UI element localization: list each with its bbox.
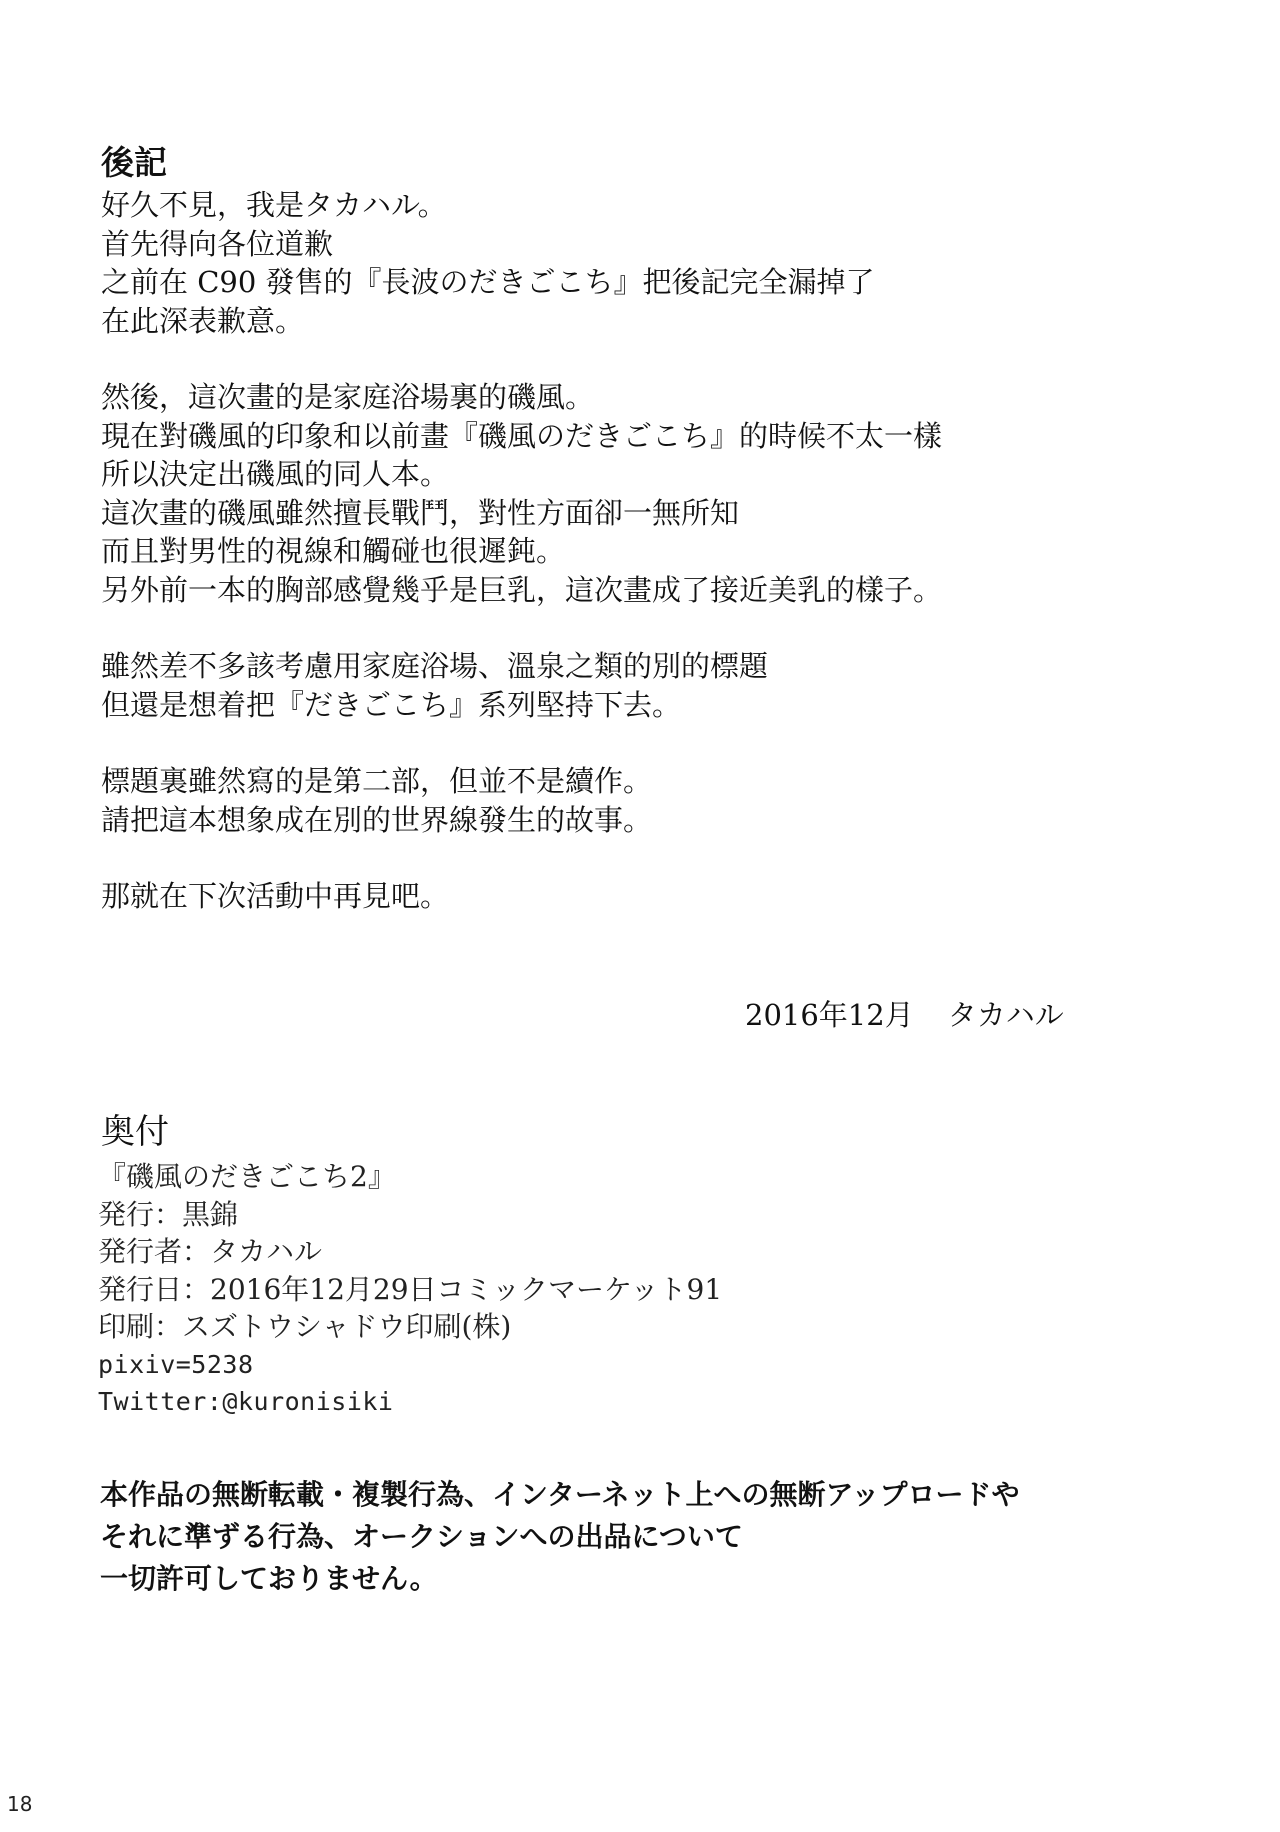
afterword-heading: 後記 [101, 143, 167, 182]
afterword-signature [745, 996, 1064, 1034]
afterword-line: 好久不見，我是タカハル。 [101, 188, 447, 222]
colophon-publisher: 発行：黒錦 [98, 1197, 239, 1231]
signature-name: タカハル [947, 998, 1064, 1032]
notice-line: 一切許可しておりません。 [100, 1562, 438, 1595]
afterword-line: 這次畫的磯風雖然擅長戰鬥，對性方面卻一無所知 [101, 495, 740, 530]
colophon-twitter: Twitter:@kuronisiki [98, 1387, 394, 1416]
colophon-pixiv: pixiv=5238 [98, 1349, 254, 1379]
notice-line: それに準ずる行為、オークションへの出品について [100, 1520, 743, 1553]
afterword-line: 之前在 C90 發售的『長波のだきごこち』把後記完全漏掉了 [101, 265, 875, 299]
afterword-line: 標題裏雖然寫的是第二部，但並不是續作。 [101, 764, 653, 798]
afterword-paragraph-3 [101, 647, 1161, 724]
afterword-line: 在此深表歉意。 [101, 303, 305, 338]
afterword-body [101, 186, 1161, 916]
afterword-paragraph-5 [101, 877, 1161, 916]
afterword-line: 現在對磯風的印象和以前畫『磯風のだきごこち』的時候不太一樣 [101, 418, 943, 453]
afterword-line: 請把這本想象成在別的世界線發生的故事。 [101, 802, 653, 837]
afterword-paragraph-4 [101, 762, 1161, 839]
signature-date: 2016年12月 [745, 998, 914, 1032]
paragraph-gap [101, 839, 1161, 877]
paragraph-gap [101, 340, 1161, 378]
colophon-details [98, 1158, 722, 1421]
notice-line: 本作品の無断転載・複製行為、インターネット上への無断アップロードや [100, 1478, 1020, 1511]
paragraph-gap [101, 609, 1161, 647]
afterword-line: 那就在下次活動中再見吧。 [101, 879, 450, 913]
afterword-line: 另外前一本的胸部感覺幾乎是巨乳，這次畫成了接近美乳的樣子。 [101, 572, 943, 607]
page-number: 18 [7, 1792, 33, 1816]
afterword-line: 但還是想着把『だきごこち』系列堅持下去。 [101, 687, 682, 722]
colophon-heading: 奥付 [101, 1112, 169, 1152]
afterword-line: 而且對男性的視線和觸碰也很遲鈍。 [101, 534, 566, 568]
colophon-author: 発行者：タカハル [98, 1235, 323, 1268]
copyright-notice [100, 1474, 1020, 1600]
paragraph-gap [101, 724, 1161, 762]
afterword-paragraph-2 [101, 378, 1161, 609]
colophon-book-title: 『磯風のだきごこち2』 [98, 1160, 396, 1193]
colophon-date: 発行日：2016年12月29日コミックマーケット91 [98, 1272, 723, 1306]
afterword-line: 雖然差不多該考慮用家庭浴場、溫泉之類的別的標題 [101, 649, 769, 683]
afterword-line: 所以決定出磯風的同人本。 [101, 457, 450, 491]
afterword-line: 首先得向各位道歉 [101, 226, 334, 261]
colophon-printer: 印刷：スズトウシャドウ印刷(株) [98, 1310, 512, 1343]
afterword-line: 然後，這次畫的是家庭浴場裏的磯風。 [101, 380, 595, 414]
afterword-paragraph-1 [101, 186, 1161, 340]
